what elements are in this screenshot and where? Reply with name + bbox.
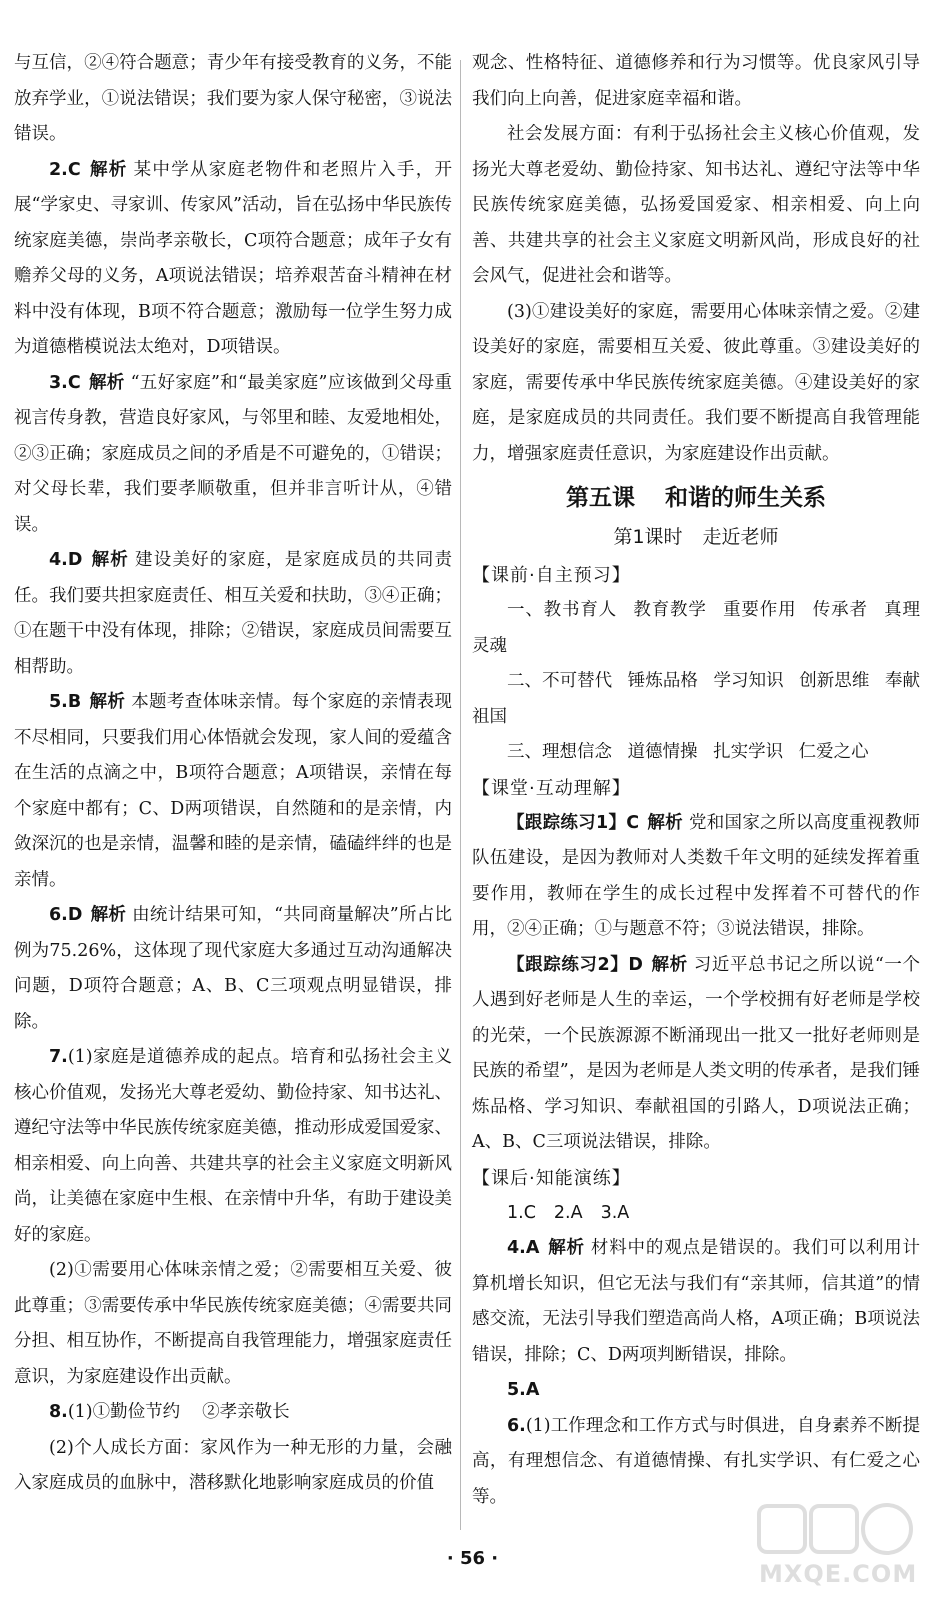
- answer-q6: 6.D 解析 由统计结果可知，“共同商量解决”所占比例为75.26%，这体现了现代家庭大多通过互动沟通解决问题，D项符合题意；A、B、C三项观点明显错误，排除。: [14, 905, 452, 1032]
- column-divider: [460, 60, 461, 1530]
- fill-answers-2: 二、不可替代 锤炼品格 学习知识 创新思维 奉献祖国: [472, 671, 920, 727]
- quick-answer: 3.A: [600, 1202, 630, 1223]
- answer-q3: 3.C 解析 “五好家庭”和“最美家庭”应该做到父母重视言传身教，营造良好家风，与邻里和睦、友爱地相处，②③正确；家庭成员之间的矛盾是不可避免的，①错误；对父母长辈，我们要孝顺敬重，但并非言听计从，④错误。: [14, 372, 452, 535]
- paragraph-continuation-right: 观念、性格特征、道德修养和行为习惯等。优良家风引导我们向上向善，促进家庭幸福和谐。: [472, 53, 920, 109]
- section-heading-classroom: 【课堂·互动理解】: [472, 777, 631, 799]
- quick-answers: [472, 1196, 920, 1232]
- answer-q7-part2: (2)①需要用心体味亲情之爱；②需要相互关爱、彼此尊重；③需要传承中华民族传统家庭美德；④需要共同分担、相互协作，不断提高自我管理能力，增强家庭责任意识，为家庭建设作出贡献。: [14, 1260, 452, 1387]
- answer-after-q4: 4.A 解析 材料中的观点是错误的。我们可以利用计算机增长知识，但它无法与我们有“亲其师，信其道”的情感交流，无法引导我们塑造高尚人格，A项正确；B项说法错误，排除；C、D两项判断错误，排除。: [472, 1238, 921, 1365]
- quick-answer: 1.C: [507, 1202, 536, 1223]
- paragraph-continuation: 与互信，②④符合题意；青少年有接受教育的义务，不能放弃学业，①说法错误；我们要为家人保守秘密，③说法错误。: [14, 53, 452, 144]
- answer-q8-part3: (3)①建设美好的家庭，需要用心体味亲情之爱。②建设美好的家庭，需要相互关爱、彼此尊重。③建设美好的家庭，需要传承中华民族传统家庭美德。④建设美好的家庭，是家庭成员的共同责任。我们要不断提高自我管理能力，增强家庭责任意识，为家庭建设作出贡献。: [472, 301, 920, 464]
- answer-q4: 4.D 解析 建设美好的家庭，是家庭成员的共同责任。我们要共担家庭责任、相互关爱和扶助，③④正确；①在题干中没有体现，排除；②错误，家庭成员间需要互相帮助。: [14, 550, 453, 677]
- left-column: [14, 46, 452, 1502]
- answer-q7-part1: 7.(1)家庭是道德养成的起点。培育和弘扬社会主义核心价值观，发扬光大尊老爱幼、勤俭持家、知书达礼、遵纪守法等中华民族传统家庭美德，推动形成爱国爱家、相亲相爱、向上向善、共建共享的社会主义家庭文明新风尚，让美德在家庭中生根、在亲情中升华，有助于建设美好的家庭。: [14, 1047, 452, 1245]
- paragraph-social-development: 社会发展方面：有利于弘扬社会主义核心价值观，发扬光大尊老爱幼、勤俭持家、知书达礼、遵纪守法等中华民族传统家庭美德，弘扬爱国爱家、相亲相爱、向上向善、共建共享的社会主义家庭文明新风尚，形成良好的社会风气，促进社会和谐等。: [472, 124, 920, 286]
- lesson-title: 第五课 和谐的师生关系: [566, 485, 826, 511]
- answer-after-q6: 6.(1)工作理念和工作方式与时俱进，自身素养不断提高，有理想信念、有道德情操、有扎实学识、有仁爱之心等。: [472, 1415, 920, 1507]
- period-title: 第1课时 走近老师: [613, 526, 779, 548]
- answer-q8-part1: 8.(1)①勤俭节约 ②孝亲敬长: [49, 1402, 290, 1422]
- answer-q2: 2.C 解析 某中学从家庭老物件和老照片入手，开展“学家史、寻家训、传家风”活动，旨在弘扬中华民族传统家庭美德，崇尚孝亲敬长，C项符合题意；成年子女有赡养父母的义务，A项说法错误；培养艰苦奋斗精神在材料中没有体现，B项不符合题意；激励每一位学生努力成为道德楷模说法太绝对，D项错误。: [14, 159, 453, 357]
- section-heading-after-class: 【课后·知能演练】: [472, 1167, 631, 1189]
- right-column: [472, 46, 920, 1515]
- answer-after-q5: 5.A: [507, 1380, 540, 1400]
- watermark-text: MXQE.COM: [759, 1560, 918, 1588]
- answer-q8-part2: (2)个人成长方面：家风作为一种无形的力量，会融入家庭成员的血脉中，潜移默化地影响家庭成员的价值: [14, 1437, 452, 1493]
- tracking-exercise-2: 【跟踪练习2】D 解析 习近平总书记之所以说“一个人遇到好老师是人生的幸运，一个学校拥有好老师是学校的光荣，一个民族源源不断涌现出一批又一批好老师则是民族的希望”，是因为老师是人类文明的传承者，是我们锤炼品格、学习知识、奉献祖国的引路人，D项说法正确；A、B、C三项说法错误，排除。: [472, 954, 920, 1152]
- quick-answer: 2.A: [553, 1202, 583, 1223]
- page-number: · 56 ·: [446, 1548, 499, 1569]
- tracking-exercise-1: 【跟踪练习1】C 解析 党和国家之所以高度重视教师队伍建设，是因为教师对人类数千年文明的延续发挥着重要作用，教师在学生的成长过程中发挥着不可替代的作用，②④正确；①与题意不符；③说法错误，排除。: [472, 812, 920, 939]
- answer-q5: 5.B 解析 本题考查体味亲情。每个家庭的亲情表现不尽相同，只要我们用心体悟就会发现，家人间的爱蕴含在生活的点滴之中，B项符合题意；A项错误，亲情在每个家庭中都有；C、D两项错误，自然随和的是亲情，内敛深沉的也是亲情，温馨和睦的是亲情，磕磕绊绊的也是亲情。: [14, 692, 453, 890]
- watermark-logo: [719, 1500, 929, 1595]
- fill-answers-1: 一、教书育人 教育教学 重要作用 传承者 真理 灵魂: [472, 600, 920, 656]
- fill-answers-3: 三、理想信念 道德情操 扎实学识 仁爱之心: [507, 742, 869, 762]
- section-heading-preview: 【课前·自主预习】: [472, 565, 631, 586]
